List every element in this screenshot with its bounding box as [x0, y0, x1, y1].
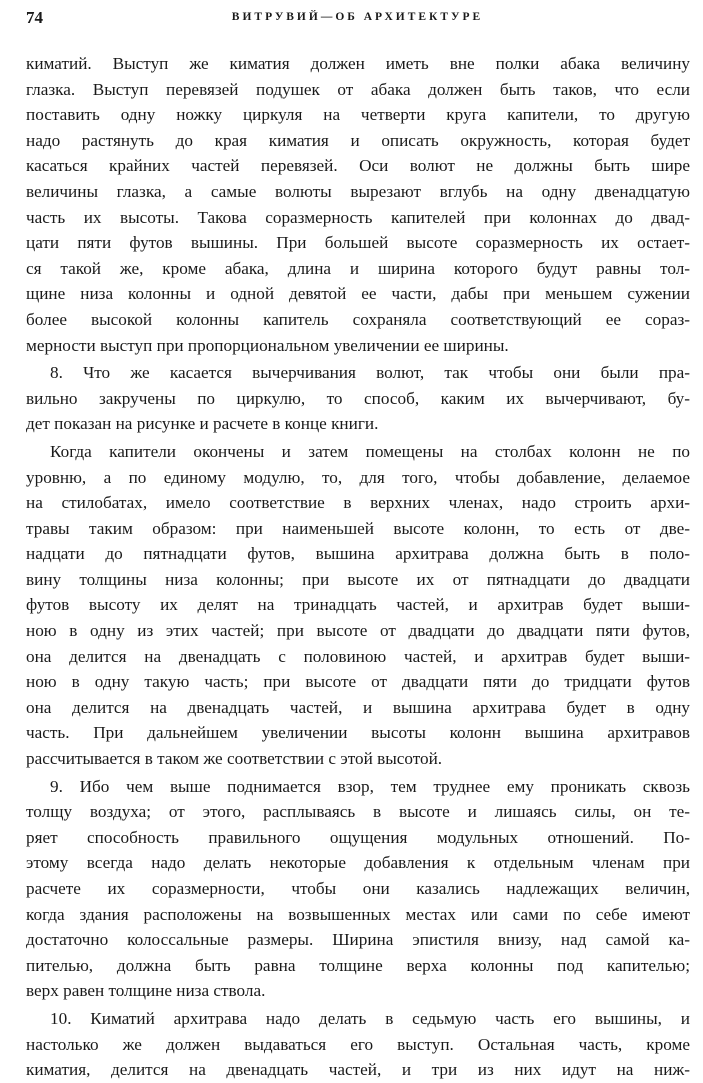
- text-line: 8. Что же касается вычерчивания волют, так чтобы они были пра-: [50, 363, 690, 383]
- text-line: ряет способность правильного ощущения модульных отношений. По-: [26, 827, 690, 847]
- text-line: вильно закручены по циркулю, то способ, каким их вычерчивают, бу-: [26, 388, 690, 408]
- text-line: касаться крайних частей перевязей. Оси волют не должны быть шире: [26, 156, 690, 176]
- text-line: она делится на двенадцать с половиною частей, и архитрав будет выши-: [26, 646, 690, 666]
- text-line: 9. Ибо чем выше поднимается взор, тем труднее ему проникать сквозь: [50, 776, 690, 796]
- text-line: верх равен толщине низа ствола.: [26, 981, 266, 1001]
- paragraph: [26, 51, 690, 358]
- text-line: глазка. Выступ перевязей подушек от абака должен быть таков, что если: [26, 79, 690, 99]
- paragraph: [26, 439, 690, 772]
- text-line: расчете их соразмерности, чтобы они казались надлежащих величин,: [26, 879, 690, 898]
- text-line: этому всегда надо делать некоторые добавления к отдельным членам при: [26, 853, 690, 873]
- page-header: [26, 8, 689, 32]
- running-title: ВИТРУВИЙ—ОБ АРХИТЕКТУРЕ: [231, 11, 484, 23]
- text-line: когда здания расположены на возвышенных местах или сами по себе имеют: [26, 904, 690, 924]
- text-line: 10. Киматий архитрава надо делать в седьмую часть его вышины, и: [50, 1008, 690, 1028]
- text-line: более высокой колонны капитель сохраняла соответствующий ее сораз-: [26, 309, 690, 329]
- text-line: поставить одну ножку циркуля на четверти круга капители, то другую: [26, 105, 690, 125]
- text-line: рассчитывается в таком же соответствии с этой высотой.: [26, 749, 443, 769]
- text-line: дет показан на рисунке и расчете в конце книги.: [26, 414, 379, 434]
- text-line: щине низа колонны и одной девятой ее части, дабы при меньшем сужении: [26, 284, 690, 304]
- page-number: 74: [26, 8, 43, 27]
- text-line: ся такой же, кроме абака, длина и ширина которого будут равны тол-: [26, 258, 690, 278]
- paragraph: [26, 1006, 690, 1083]
- text-line: на стилобатах, имело соответствие в верхних членах, надо строить архи-: [26, 493, 690, 513]
- text-line: достаточно колоссальные размеры. Ширина эпистиля внизу, над самой ка-: [26, 930, 690, 950]
- paragraph: [26, 360, 690, 437]
- text-line: ною в одну из этих частей; при высоте от двадцати до двадцати пяти футов,: [26, 621, 690, 641]
- text-line: ною в одну такую часть; при высоте от двадцати пяти до тридцати футов: [26, 672, 690, 692]
- body-text: [26, 51, 690, 1083]
- text-line: часть. При дальнейшем увеличении высоты колонн вышина архитравов: [26, 723, 690, 743]
- text-line: надцати до пятнадцати футов, вышина архитрава должна быть в поло-: [26, 544, 690, 564]
- text-line: вину толщины низа колонны; при высоте их от пятнадцати до двадцати: [26, 569, 690, 589]
- text-line: уровню, а по единому модулю, то, для того, чтобы добавление, делаемое: [26, 467, 690, 487]
- text-line: Когда капители окончены и затем помещены на столбах колонн не по: [50, 441, 690, 461]
- text-line: часть их высоты. Такова соразмерность капителей при колоннах до двад-: [26, 207, 690, 227]
- text-line: она делится на двенадцать частей, и вышина архитрава будет в одну: [26, 697, 690, 717]
- text-line: величины глазка, а самые волюты вырезают вглубь на одну двенадцатую: [26, 181, 690, 201]
- text-line: киматий. Выступ же киматия должен иметь вне полки абака величину: [26, 54, 690, 73]
- text-line: цати пяти футов вышины. При большей высоте соразмерность их остает-: [26, 233, 690, 253]
- text-line: пителью, должна быть равна толщине верха колонны под капителью;: [26, 955, 690, 975]
- text-line: толщу воздуха; от этого, расплываясь в высоте и лишаясь силы, он те-: [26, 802, 690, 822]
- paragraph: [26, 774, 690, 1004]
- text-line: мерности выступ при пропорциональном увеличении ее ширины.: [26, 335, 509, 355]
- text-line: травы таким образом: при наименьшей высоте колонн, то есть от две-: [26, 518, 690, 538]
- text-line: киматия, делится на двенадцать частей, и три из них идут на ниж-: [26, 1060, 690, 1080]
- text-line: настолько же должен выдаваться его выступ. Остальная часть, кроме: [26, 1034, 690, 1054]
- text-line: футов высоту их делят на тринадцать частей, и архитрав будет выши-: [26, 595, 690, 615]
- text-line: надо растянуть до края киматия и описать окружность, которая будет: [26, 130, 690, 150]
